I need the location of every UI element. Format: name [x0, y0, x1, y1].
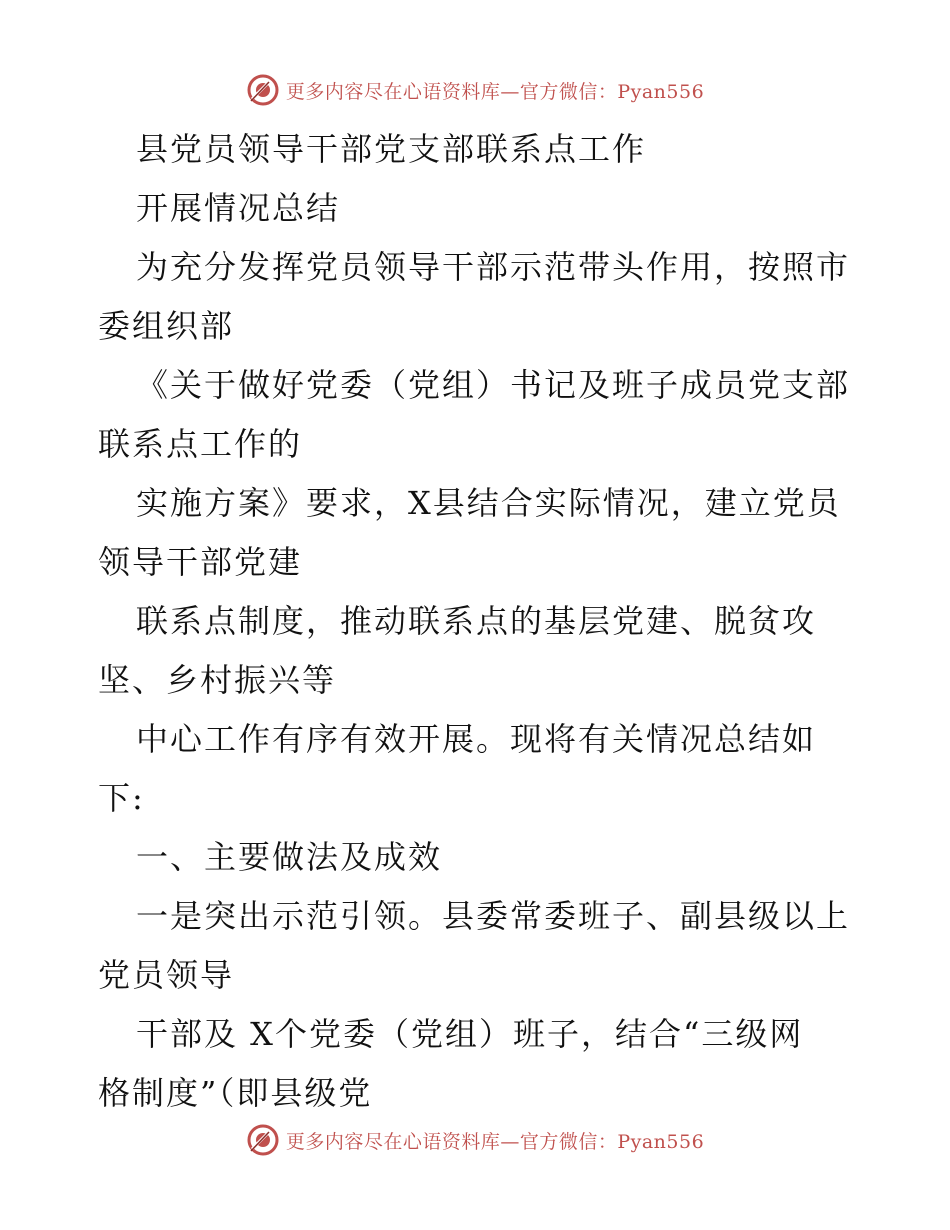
- paragraph-line: 《关于做好党委（党组）书记及班子成员党支部: [136, 366, 851, 404]
- paragraph-line: 中心工作有序有效开展。现将有关情况总结如: [136, 720, 817, 758]
- paragraph-line: 为充分发挥党员领导干部示范带头作用，按照市: [136, 248, 851, 286]
- paragraph-line: 坚、乡村振兴等: [98, 661, 337, 699]
- paragraph-line: 格制度”（即县级党: [98, 1074, 373, 1112]
- title-line-1: 县党员领导干部党支部联系点工作: [136, 130, 647, 168]
- paragraph-line: 干部及 X个党委（党组）班子，结合“三级网: [136, 1015, 804, 1053]
- section-heading: 一、主要做法及成效: [136, 838, 443, 876]
- header-banner-text: 更多内容尽在心语资料库—官方微信：Pyan556: [285, 80, 705, 103]
- document-body: [98, 120, 858, 1123]
- paragraph-line: 联系点制度，推动联系点的基层党建、脱贫攻: [136, 602, 817, 640]
- paragraph-line: 委组织部: [98, 307, 235, 345]
- paragraph-line: 实施方案》要求，X县结合实际情况，建立党员: [136, 484, 841, 522]
- footer-banner-text: 更多内容尽在心语资料库—官方微信：Pyan556: [285, 1130, 705, 1153]
- paragraph-line: 领导干部党建: [98, 543, 303, 581]
- paragraph-line: 联系点工作的: [98, 425, 303, 463]
- paragraph-line: 下:: [98, 779, 145, 817]
- paragraph-line: 一是突出示范引领。县委常委班子、副县级以上: [136, 897, 851, 935]
- footer-banner: [0, 1120, 950, 1160]
- logo-icon: [246, 73, 280, 107]
- title-line-2: 开展情况总结: [136, 189, 341, 227]
- paragraph-line: 党员领导: [98, 956, 235, 994]
- header-banner: [0, 70, 950, 110]
- logo-icon: [246, 1123, 280, 1157]
